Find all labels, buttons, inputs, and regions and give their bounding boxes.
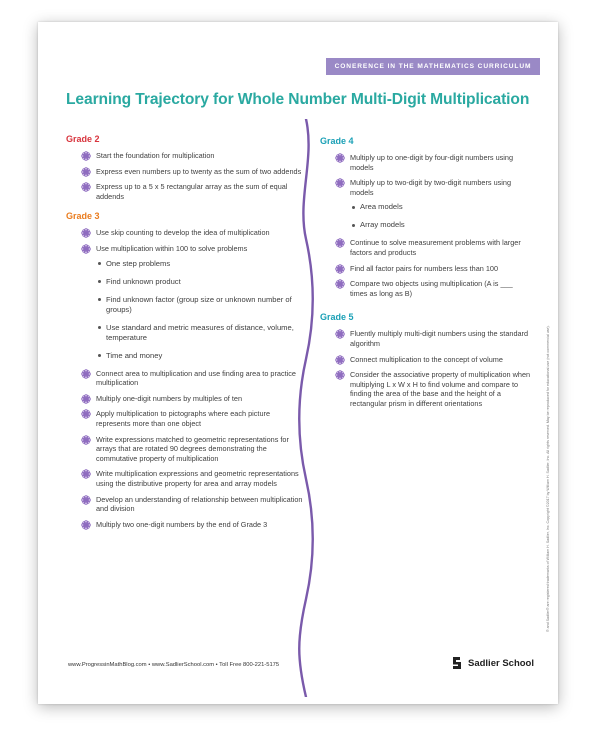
sub-item	[66, 351, 306, 361]
flower-bullet-icon	[81, 409, 91, 419]
copyright-notice: ® and Sadlier® are registered trademarks of William H. Sadlier, Inc. Copyright ©2017 by William H. Sadlier, Inc. All rights reserved. May be reproduced for educational use (not commercial use).	[546, 325, 550, 632]
bullet-dot-icon	[98, 262, 101, 265]
flower-bullet-icon	[81, 469, 91, 479]
list-item	[66, 469, 306, 488]
logo-text: Sadlier School	[468, 657, 534, 669]
item-text: Multiply two one-digit numbers by the end of Grade 3	[96, 519, 268, 529]
sadlier-logo-icon	[450, 656, 464, 670]
item-text: Write multiplication expressions and geometric representations using the distributive property for area and array models	[96, 469, 299, 488]
item-text: Apply multiplication to pictographs where each picture represents more than one object	[96, 409, 271, 428]
flower-bullet-icon	[81, 520, 91, 530]
list-item	[66, 228, 306, 238]
item-text: Express up to a 5 x 5 rectangular array as the sum of equal addends	[96, 182, 288, 201]
list-item	[66, 244, 306, 254]
item-text: Multiply up to one-digit by four-digit numbers using models	[350, 153, 514, 172]
list-item	[320, 238, 532, 257]
list-item	[66, 520, 306, 530]
item-text: Use skip counting to develop the idea of multiplication	[96, 228, 270, 238]
flower-bullet-icon	[81, 394, 91, 404]
item-text: Start the foundation for multiplication	[96, 151, 215, 160]
flower-bullet-icon	[81, 167, 91, 177]
item-text: Connect area to multiplication and use finding area to practice multiplication	[96, 368, 296, 388]
list-item	[66, 394, 306, 404]
list-item	[320, 153, 532, 172]
item-text: Find all factor pairs for numbers less than 100	[350, 263, 499, 273]
item-text: Develop an understanding of relationship between multiplication and division	[96, 494, 303, 514]
flower-bullet-icon	[81, 244, 91, 254]
grade-5-heading: Grade 5	[320, 312, 354, 323]
page-title: Learning Trajectory for Whole Number Multi-Digit Multiplication	[66, 91, 530, 108]
item-text: Continue to solve measurement problems with larger factors and products	[350, 238, 521, 257]
sub-item-text: Area models	[360, 202, 403, 212]
sub-item	[320, 202, 532, 212]
flower-bullet-icon	[335, 370, 345, 380]
sub-item-text: Find unknown product	[106, 276, 181, 286]
grade-3-heading: Grade 3	[66, 211, 100, 222]
sub-item-text: One step problems	[106, 258, 171, 268]
list-item	[66, 409, 306, 428]
sub-item	[66, 323, 306, 343]
flower-bullet-icon	[335, 153, 345, 163]
bullet-dot-icon	[352, 224, 355, 227]
list-item	[320, 370, 532, 408]
grade-4-heading: Grade 4	[320, 136, 354, 146]
sub-item-text: Time and money	[106, 350, 163, 360]
flower-bullet-icon	[335, 329, 345, 339]
item-text: Express even numbers up to twenty as the sum of two addends	[96, 166, 302, 176]
bullet-dot-icon	[98, 326, 101, 329]
flower-bullet-icon	[335, 355, 345, 365]
item-text: Write expressions matched to geometric representations for arrays that are rotated 90 degrees demonstrating the commutative property of multiplication	[96, 434, 289, 463]
sub-item	[320, 220, 532, 230]
list-item	[66, 435, 306, 464]
flower-bullet-icon	[81, 369, 91, 379]
flower-bullet-icon	[335, 238, 345, 248]
flower-bullet-icon	[335, 178, 345, 188]
grade-2-heading: Grade 2	[66, 134, 100, 144]
sub-item	[66, 277, 306, 287]
list-item	[320, 264, 532, 274]
sub-item-text: Use standard and metric measures of distance, volume, temperature	[106, 322, 294, 342]
item-text: Multiply up to two-digit by two-digit numbers using models	[350, 178, 512, 197]
sub-item	[66, 259, 306, 269]
list-item	[66, 495, 306, 514]
flower-bullet-icon	[81, 228, 91, 238]
bullet-dot-icon	[98, 354, 101, 357]
list-item	[320, 178, 532, 197]
bullet-dot-icon	[98, 298, 101, 301]
list-item	[66, 369, 306, 388]
flower-bullet-icon	[81, 151, 91, 161]
bullet-dot-icon	[98, 280, 101, 283]
flower-bullet-icon	[81, 182, 91, 192]
list-item	[320, 355, 532, 365]
flower-bullet-icon	[81, 495, 91, 505]
bullet-dot-icon	[352, 206, 355, 209]
sub-item-text: Array models	[360, 220, 405, 230]
item-text: Connect multiplication to the concept of volume	[350, 354, 503, 364]
list-item	[66, 167, 306, 177]
flower-bullet-icon	[81, 435, 91, 445]
list-item	[66, 151, 306, 161]
item-text: Consider the associative property of multiplication when multiplying L x W x H to find volume and compare to finding the area of the base and the height of a rectangular prism in different orientations	[350, 370, 531, 408]
document-page	[38, 22, 558, 704]
sub-list	[66, 259, 306, 361]
sadlier-logo	[450, 655, 534, 671]
right-column	[320, 136, 532, 415]
sub-item-text: Find unknown factor (group size or unknown number of groups)	[106, 294, 292, 314]
left-column	[66, 134, 306, 535]
wavy-divider-line	[296, 119, 316, 697]
item-text: Fluently multiply multi-digit numbers using the standard algorithm	[350, 329, 529, 348]
item-text: Multiply one-digit numbers by multiples of ten	[96, 393, 243, 403]
sub-list	[320, 202, 532, 230]
flower-bullet-icon	[335, 279, 345, 289]
flower-bullet-icon	[335, 264, 345, 274]
sub-item	[66, 295, 306, 315]
list-item	[320, 279, 532, 298]
item-text: Use multiplication within 100 to solve problems	[96, 243, 248, 253]
item-text: Compare two objects using multiplication (A is ___ times as long as B)	[350, 279, 513, 298]
list-item	[66, 182, 306, 201]
footer-links: www.ProgressinMathBlog.com • www.SadlierSchool.com • Toll Free 800-221-5175	[68, 662, 280, 668]
list-item	[320, 329, 532, 348]
series-banner: CONERENCE IN THE MATHEMATICS CURRICULUM SERIES	[326, 58, 540, 75]
